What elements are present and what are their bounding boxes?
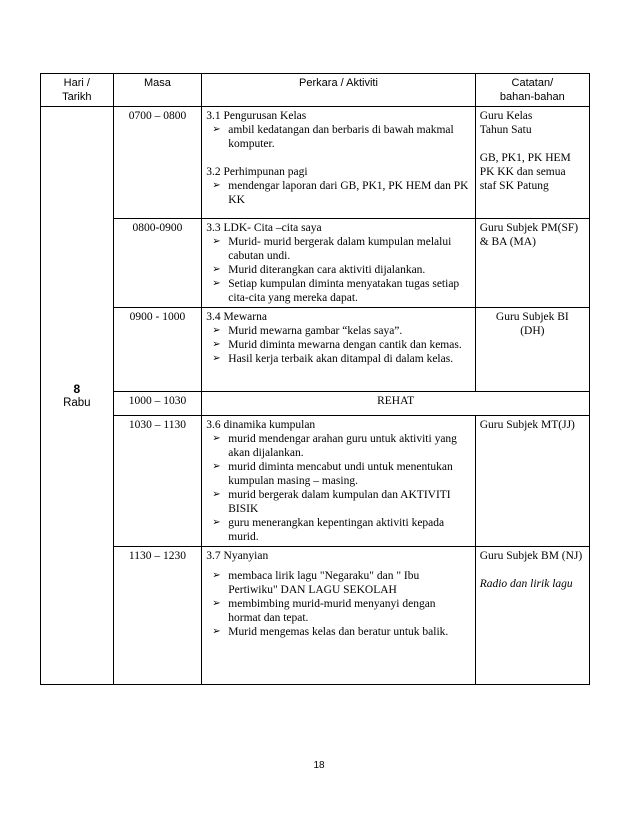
section-title: 3.3 LDK- Cita –cita saya	[206, 222, 322, 234]
bullet-item: ➢ Murid mewarna gambar “kelas saya”.	[212, 324, 470, 338]
bullet-item: ➢ membaca lirik lagu "Negaraku" dan " Ibu Pertiwiku" DAN LAGU SEKOLAH	[212, 569, 470, 597]
notes-cell	[475, 219, 589, 308]
notes-cell	[475, 107, 589, 219]
day-cell	[41, 107, 114, 685]
activity-cell	[202, 547, 475, 685]
bullet-item: ➢ murid mendengar arahan guru untuk aktiviti yang akan dijalankan.	[212, 432, 470, 460]
table-row	[41, 547, 590, 685]
time-cell: 1030 – 1130	[113, 416, 202, 547]
bullet-item: ➢ membimbing murid-murid menyanyi dengan hormat dan tepat.	[212, 597, 470, 625]
section-title: 3.1 Pengurusan Kelas	[206, 110, 307, 122]
activity-cell	[202, 107, 475, 219]
section-title: 3.4 Mewarna	[206, 311, 267, 323]
rehat-cell: REHAT	[202, 392, 590, 416]
note-line: Radio dan lirik lagu	[479, 578, 573, 590]
header-catatan: Catatan/ bahan-bahan	[475, 74, 589, 107]
bullet-item: ➢ murid diminta mencabut undi untuk menentukan kumpulan masing – masing.	[212, 460, 470, 488]
activity-cell	[202, 308, 475, 392]
activity-cell	[202, 416, 475, 547]
section-title: 3.2 Perhimpunan pagi	[206, 166, 308, 178]
notes-cell	[475, 416, 589, 547]
note-line: (DH)	[520, 325, 545, 337]
notes-cell	[475, 547, 589, 685]
note-line: Guru Subjek BM (NJ)	[479, 550, 583, 562]
note-line: Tahun Satu	[479, 124, 532, 136]
table-row	[41, 308, 590, 392]
table-row	[41, 392, 590, 416]
bullet-item: ➢ ambil kedatangan dan berbaris di bawah makmal komputer.	[212, 123, 470, 151]
activity-cell	[202, 219, 475, 308]
time-cell: 0900 - 1000	[113, 308, 202, 392]
notes-cell	[475, 308, 589, 392]
time-cell: 1000 – 1030	[113, 392, 202, 416]
bullet-item: ➢ Setiap kumpulan diminta menyatakan tugas setiap cita-cita yang mereka dapat.	[212, 277, 470, 305]
day-name: Rabu	[63, 396, 91, 409]
table-row	[41, 107, 590, 219]
schedule-table	[40, 73, 590, 685]
header-masa: Masa	[113, 74, 202, 107]
section-title: 3.6 dinamika kumpulan	[206, 419, 316, 431]
time-cell: 0800-0900	[113, 219, 202, 308]
page-number: 18	[313, 760, 325, 771]
header-hari-tarikh: Hari / Tarikh	[41, 74, 114, 107]
bullet-item: ➢ guru menerangkan kepentingan aktiviti kepada murid.	[212, 516, 470, 544]
day-number: 8	[73, 381, 81, 396]
header-row	[41, 74, 590, 107]
header-perkara-aktiviti: Perkara / Aktiviti	[202, 74, 475, 107]
bullet-item: ➢ Murid diminta mewarna dengan cantik dan kemas.	[212, 338, 470, 352]
time-cell: 1130 – 1230	[113, 547, 202, 685]
note-line: Guru Subjek PM(SF) & BA (MA)	[479, 222, 579, 248]
section-title: 3.7 Nyanyian	[206, 550, 269, 562]
table-row	[41, 416, 590, 547]
bullet-item: ➢ Murid diterangkan cara aktiviti dijalankan.	[212, 263, 470, 277]
bullet-item: ➢ Hasil kerja terbaik akan ditampal di dalam kelas.	[212, 352, 470, 366]
bullet-item: ➢ murid bergerak dalam kumpulan dan AKTIVITI BISIK	[212, 488, 470, 516]
note-line: Guru Kelas	[479, 110, 533, 122]
note-line: GB, PK1, PK HEM PK KK dan semua staf SK Patung	[479, 152, 571, 192]
note-line: Guru Subjek BI	[495, 311, 569, 323]
table-row	[41, 219, 590, 308]
bullet-item: ➢ Murid mengemas kelas dan beratur untuk balik.	[212, 625, 470, 639]
bullet-item: ➢ mendengar laporan dari GB, PK1, PK HEM dan PK KK	[212, 179, 470, 207]
time-cell: 0700 – 0800	[113, 107, 202, 219]
bullet-item: ➢ Murid- murid bergerak dalam kumpulan melalui cabutan undi.	[212, 235, 470, 263]
note-line: Guru Subjek MT(JJ)	[479, 419, 575, 431]
